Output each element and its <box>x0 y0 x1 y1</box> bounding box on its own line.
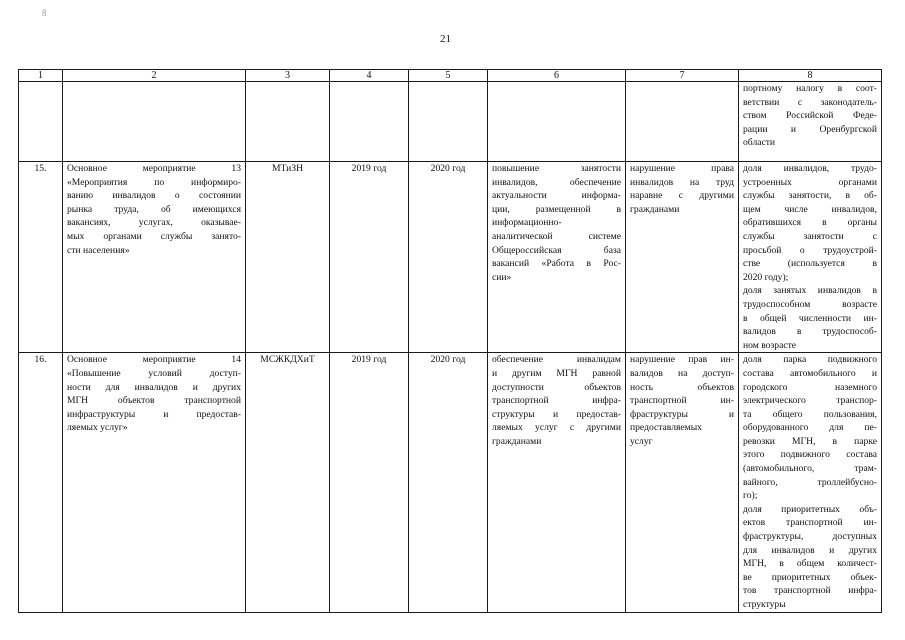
cell-line: просьбой о трудоустрой- <box>743 244 877 256</box>
continuation-row <box>19 82 882 162</box>
cell-line: наравне с другими <box>630 190 734 202</box>
cell-line: Основное мероприятие 13 <box>67 163 241 174</box>
cell-line: та общего пользования, <box>743 408 877 420</box>
cell-line: доля занятых инвалидов в <box>743 285 877 297</box>
cell-line: щем числе инвалидов, <box>743 203 877 215</box>
measure-cell <box>63 353 246 612</box>
table-row <box>19 162 882 353</box>
cell-line: этого подвижного состава <box>743 449 877 461</box>
cell-line: портному налогу в соот- <box>743 83 877 94</box>
cell-line: транспортной ин- <box>630 395 734 407</box>
cell-line: ревозки МГН, в парке <box>743 435 877 447</box>
header-col-7: 7 <box>626 70 739 82</box>
cell-line: Общероссийская база <box>492 244 621 256</box>
cont-number-cell <box>19 82 63 162</box>
cell-line: валидов на доступ- <box>630 367 734 379</box>
cell-line: устроенных органами <box>743 176 877 188</box>
header-col-5: 5 <box>409 70 488 82</box>
cont-consequences-cell <box>626 82 739 162</box>
cell-line: инвалидов, обеспечение <box>492 176 621 188</box>
cell-line: валидов в трудоспособ- <box>743 326 877 338</box>
table-row <box>19 353 882 612</box>
cell-line: структуры <box>743 599 786 610</box>
cell-line: доля приоритетных объ- <box>743 503 877 515</box>
cell-line: обеспечение инвалидам <box>492 354 621 366</box>
measures-table <box>18 69 882 613</box>
cell-line: мых органами службы занято- <box>67 230 241 242</box>
cont-executor-cell <box>246 82 330 162</box>
cell-line: сии» <box>492 271 512 283</box>
cell-line: «Мероприятия по информиро- <box>67 176 241 188</box>
cell-line: МГН объектов транспортной <box>67 395 241 407</box>
cell-line: доступности объектов <box>492 381 621 393</box>
result-cell <box>488 353 626 612</box>
cont-start-cell <box>330 82 409 162</box>
cell-line: инвалидов на труд <box>630 176 734 188</box>
cell-line: транспортной инфра- <box>492 395 621 407</box>
indicator-cell <box>739 353 882 612</box>
cell-line: повышение занятости <box>492 163 621 174</box>
cell-line: фраструктуры и <box>630 408 734 420</box>
cont-end-cell <box>409 82 488 162</box>
cell-line: структуры и предостав- <box>492 408 621 420</box>
cell-line: го); <box>743 490 758 502</box>
cell-line: нарушение права <box>630 163 734 174</box>
cell-line: ности для инвалидов и других <box>67 381 241 393</box>
header-col-6: 6 <box>488 70 626 82</box>
cell-line: аналитической системе <box>492 230 621 242</box>
cell-line: рации и Оренбургской <box>743 123 877 135</box>
cell-line: для инвалидов и других <box>743 544 877 556</box>
row-number: 15. <box>19 162 63 353</box>
cell-line: и другим МГН равной <box>492 367 621 379</box>
cell-line: ектов транспортной ин- <box>743 517 877 529</box>
cell-line: информационно- <box>492 217 562 229</box>
header-col-4: 4 <box>330 70 409 82</box>
consequences-cell <box>626 162 739 353</box>
end-year-cell: 2020 год <box>409 162 488 353</box>
cell-line: предоставляемых <box>630 422 702 434</box>
cont-measure-cell <box>63 82 246 162</box>
cell-line: городского наземного <box>743 381 877 393</box>
cell-line: Основное мероприятие 14 <box>67 354 241 366</box>
executor-cell: МТиЗН <box>246 162 330 353</box>
cell-line: стве (используется в <box>743 258 877 270</box>
cell-line: доля инвалидов, трудо- <box>743 163 877 174</box>
header-col-2: 2 <box>63 70 246 82</box>
cell-line: ванию инвалидов о состоянии <box>67 190 241 202</box>
cell-line: состава автомобильного и <box>743 367 877 379</box>
header-row <box>19 70 882 82</box>
header-col-3: 3 <box>246 70 330 82</box>
row-number: 16. <box>19 353 63 612</box>
cell-line: ции, размещенной в <box>492 203 621 215</box>
cell-line: МГН, в общем количест- <box>743 558 877 570</box>
page-number: 21 <box>440 33 451 45</box>
end-year-cell: 2020 год <box>409 353 488 612</box>
cell-line: вайного, троллейбусно- <box>743 476 877 488</box>
executor-cell: МСЖКДХиТ <box>246 353 330 612</box>
cell-line: оборудованного для пе- <box>743 422 877 434</box>
cell-line: обратившихся в органы <box>743 217 877 229</box>
indicator-cell <box>739 162 882 353</box>
cell-line: инфраструктуры и предостав- <box>67 408 241 420</box>
cell-line: ляемых услуг» <box>67 422 128 434</box>
cell-line: трудоспособном возрасте <box>743 298 877 310</box>
cell-line: 2020 году); <box>743 271 789 283</box>
header-col-8: 8 <box>739 70 882 82</box>
cell-line: тов транспортной инфра- <box>743 585 877 597</box>
cell-line: вакансий «Работа в Рос- <box>492 258 621 270</box>
cell-line: рынка труда, об имеющихся <box>67 203 241 215</box>
cell-line: ве приоритетных объек- <box>743 571 877 583</box>
measure-cell <box>63 162 246 353</box>
cell-line: гражданами <box>492 435 542 447</box>
result-cell <box>488 162 626 353</box>
cell-line: ветствии с законодатель- <box>743 96 877 108</box>
cell-line: фраструктуры, доступных <box>743 531 877 543</box>
cell-line: гражданами <box>630 203 680 215</box>
consequences-cell <box>626 353 739 612</box>
cont-indicator-cell <box>739 82 882 162</box>
cell-line: ством Российской Феде- <box>743 110 877 122</box>
cell-line: вакансиях, услугах, оказывае- <box>67 217 241 229</box>
cell-line: (автомобильного, трам- <box>743 463 877 475</box>
start-year-cell: 2019 год <box>330 162 409 353</box>
cell-line: актуальности информа- <box>492 190 621 202</box>
cell-line: услуг <box>630 435 653 447</box>
cell-line: сти населения» <box>67 244 130 256</box>
cell-line: службы занятости с <box>743 230 877 242</box>
cell-line: нарушение прав ин- <box>630 354 734 366</box>
corner-mark: 8 <box>42 8 47 18</box>
cell-line: области <box>743 137 776 149</box>
cell-line: службы занятости, в об- <box>743 190 877 202</box>
cell-line: ном возрасте <box>743 339 797 351</box>
start-year-cell: 2019 год <box>330 353 409 612</box>
cell-line: в общей численности ин- <box>743 312 877 324</box>
cell-line: ляемых услуг с другими <box>492 422 621 434</box>
cell-line: ность объектов <box>630 381 734 393</box>
cell-line: электрического транспор- <box>743 395 877 407</box>
cont-result-cell <box>488 82 626 162</box>
cell-line: «Повышение условий доступ- <box>67 367 241 379</box>
cell-line: доля парка подвижного <box>743 354 877 366</box>
header-col-1: 1 <box>19 70 63 82</box>
